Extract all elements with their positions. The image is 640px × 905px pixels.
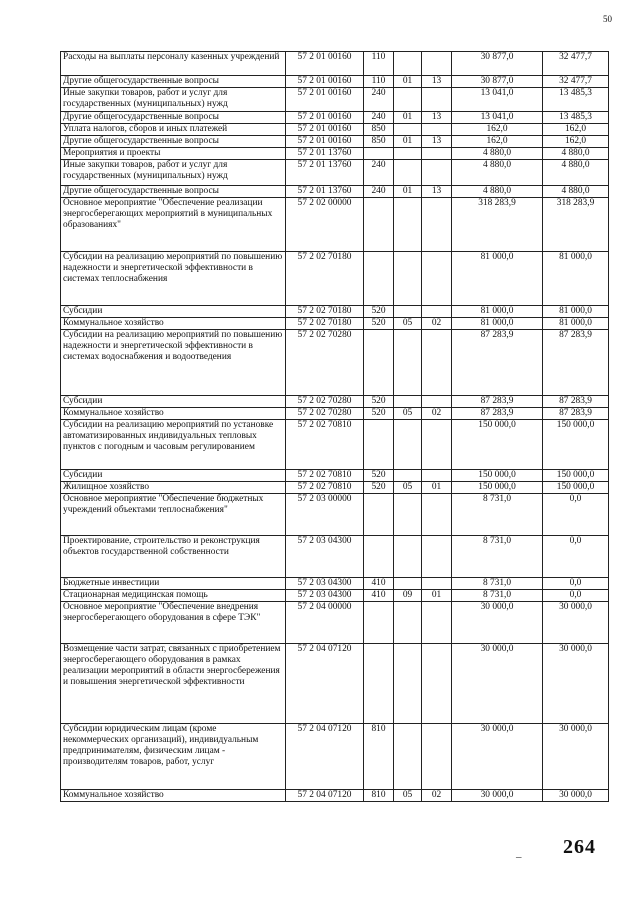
row-code-cell: 57 2 02 70180 — [286, 318, 364, 330]
row-subsection-cell: 02 — [422, 790, 452, 802]
row-name-cell: Коммунальное хозяйство — [61, 318, 286, 330]
row-name-cell: Основное мероприятие "Обеспечение внедрения энергосберегающего оборудования в сфере ТЭК" — [61, 602, 286, 644]
row-code-cell: 57 2 03 04300 — [286, 578, 364, 590]
row-expense-type-cell — [364, 330, 394, 396]
row-sum-year1-cell: 4 880,0 — [452, 148, 543, 160]
row-section-cell — [394, 578, 422, 590]
row-code-cell: 57 2 03 04300 — [286, 590, 364, 602]
row-sum-year1-cell: 30 877,0 — [452, 76, 543, 88]
row-sum-year1-cell: 162,0 — [452, 124, 543, 136]
table-row — [61, 578, 609, 590]
row-subsection-cell — [422, 148, 452, 160]
row-subsection-cell: 01 — [422, 590, 452, 602]
row-expense-type-cell — [364, 420, 394, 470]
row-section-cell — [394, 88, 422, 112]
row-sum-year1-cell: 81 000,0 — [452, 252, 543, 306]
row-subsection-cell — [422, 420, 452, 470]
row-section-cell — [394, 160, 422, 186]
row-section-cell: 05 — [394, 408, 422, 420]
row-section-cell — [394, 306, 422, 318]
row-name-cell: Основное мероприятие "Обеспечение реализации энергосберегающих мероприятий в муниципальных образованиях" — [61, 198, 286, 252]
row-sum-year1-cell: 162,0 — [452, 136, 543, 148]
row-sum-year2-cell: 4 880,0 — [543, 160, 609, 186]
row-subsection-cell — [422, 644, 452, 724]
row-subsection-cell — [422, 330, 452, 396]
row-expense-type-cell: 410 — [364, 578, 394, 590]
row-name-cell: Субсидии на реализацию мероприятий по повышению надежности и энергетической эффективности в системах водоснабжения и водоотведения — [61, 330, 286, 396]
row-sum-year1-cell: 150 000,0 — [452, 420, 543, 470]
row-sum-year1-cell: 318 283,9 — [452, 198, 543, 252]
row-sum-year2-cell: 0,0 — [543, 536, 609, 578]
row-section-cell: 09 — [394, 590, 422, 602]
row-sum-year1-cell: 4 880,0 — [452, 160, 543, 186]
table-row — [61, 330, 609, 396]
row-sum-year2-cell: 150 000,0 — [543, 420, 609, 470]
row-expense-type-cell: 520 — [364, 470, 394, 482]
row-expense-type-cell: 240 — [364, 186, 394, 198]
row-subsection-cell — [422, 578, 452, 590]
row-subsection-cell — [422, 88, 452, 112]
dash-mark: – — [516, 851, 522, 863]
table-row — [61, 602, 609, 644]
table-row — [61, 644, 609, 724]
row-expense-type-cell: 110 — [364, 76, 394, 88]
row-code-cell: 57 2 01 00160 — [286, 124, 364, 136]
budget-table — [60, 51, 609, 802]
row-expense-type-cell: 850 — [364, 124, 394, 136]
page-number: 50 — [603, 14, 612, 24]
row-subsection-cell — [422, 724, 452, 790]
row-sum-year2-cell: 150 000,0 — [543, 482, 609, 494]
row-name-cell: Субсидии — [61, 396, 286, 408]
row-expense-type-cell: 850 — [364, 136, 394, 148]
table-row — [61, 252, 609, 306]
row-expense-type-cell: 240 — [364, 88, 394, 112]
row-code-cell: 57 2 02 70810 — [286, 420, 364, 470]
row-subsection-cell: 13 — [422, 186, 452, 198]
row-section-cell — [394, 602, 422, 644]
row-section-cell — [394, 536, 422, 578]
row-expense-type-cell: 520 — [364, 408, 394, 420]
row-sum-year1-cell: 30 000,0 — [452, 724, 543, 790]
table-row — [61, 198, 609, 252]
row-section-cell: 05 — [394, 790, 422, 802]
table-row — [61, 136, 609, 148]
table-row — [61, 590, 609, 602]
table-row — [61, 790, 609, 802]
row-sum-year1-cell: 13 041,0 — [452, 88, 543, 112]
row-name-cell: Уплата налогов, сборов и иных платежей — [61, 124, 286, 136]
row-expense-type-cell — [364, 536, 394, 578]
row-subsection-cell: 13 — [422, 112, 452, 124]
row-code-cell: 57 2 01 00160 — [286, 76, 364, 88]
row-name-cell: Субсидии — [61, 306, 286, 318]
row-sum-year2-cell: 81 000,0 — [543, 318, 609, 330]
budget-table-body — [61, 52, 609, 802]
row-code-cell: 57 2 02 70180 — [286, 252, 364, 306]
row-section-cell: 05 — [394, 482, 422, 494]
row-subsection-cell: 02 — [422, 318, 452, 330]
row-name-cell: Стационарная медицинская помощь — [61, 590, 286, 602]
row-sum-year2-cell: 150 000,0 — [543, 470, 609, 482]
table-row — [61, 494, 609, 536]
row-name-cell: Коммунальное хозяйство — [61, 790, 286, 802]
row-subsection-cell: 01 — [422, 482, 452, 494]
row-subsection-cell — [422, 602, 452, 644]
row-expense-type-cell: 240 — [364, 112, 394, 124]
row-name-cell: Другие общегосударственные вопросы — [61, 186, 286, 198]
row-code-cell: 57 2 01 13760 — [286, 148, 364, 160]
row-code-cell: 57 2 03 04300 — [286, 536, 364, 578]
table-row — [61, 318, 609, 330]
row-section-cell — [394, 198, 422, 252]
row-section-cell: 01 — [394, 112, 422, 124]
row-name-cell: Проектирование, строительство и реконструкция объектов государственной собственности — [61, 536, 286, 578]
row-section-cell: 01 — [394, 186, 422, 198]
row-subsection-cell — [422, 52, 452, 76]
row-name-cell: Субсидии юридическим лицам (кроме некоммерческих организаций), индивидуальным предпринимателям, физическим лицам - производителям товаров, работ, услуг — [61, 724, 286, 790]
row-name-cell: Субсидии на реализацию мероприятий по повышению надежности и энергетической эффективности в системах теплоснабжения — [61, 252, 286, 306]
row-sum-year2-cell: 87 283,9 — [543, 396, 609, 408]
row-code-cell: 57 2 02 00000 — [286, 198, 364, 252]
row-code-cell: 57 2 02 70280 — [286, 330, 364, 396]
row-name-cell: Расходы на выплаты персоналу казенных учреждений — [61, 52, 286, 76]
row-section-cell: 01 — [394, 136, 422, 148]
row-section-cell — [394, 148, 422, 160]
row-sum-year2-cell: 13 485,3 — [543, 112, 609, 124]
table-row — [61, 408, 609, 420]
row-sum-year2-cell: 87 283,9 — [543, 330, 609, 396]
row-name-cell: Коммунальное хозяйство — [61, 408, 286, 420]
row-code-cell: 57 2 01 13760 — [286, 160, 364, 186]
row-sum-year1-cell: 150 000,0 — [452, 482, 543, 494]
table-row — [61, 148, 609, 160]
row-expense-type-cell — [364, 494, 394, 536]
table-row — [61, 724, 609, 790]
row-name-cell: Иные закупки товаров, работ и услуг для государственных (муниципальных) нужд — [61, 88, 286, 112]
table-row — [61, 536, 609, 578]
row-code-cell: 57 2 04 07120 — [286, 790, 364, 802]
row-expense-type-cell: 520 — [364, 396, 394, 408]
row-sum-year2-cell: 81 000,0 — [543, 306, 609, 318]
row-sum-year1-cell: 13 041,0 — [452, 112, 543, 124]
row-subsection-cell — [422, 160, 452, 186]
row-expense-type-cell: 520 — [364, 306, 394, 318]
row-subsection-cell — [422, 306, 452, 318]
row-sum-year2-cell: 0,0 — [543, 590, 609, 602]
row-subsection-cell: 13 — [422, 136, 452, 148]
table-row — [61, 396, 609, 408]
row-sum-year1-cell: 8 731,0 — [452, 494, 543, 536]
row-expense-type-cell: 240 — [364, 160, 394, 186]
row-sum-year1-cell: 30 000,0 — [452, 644, 543, 724]
row-sum-year1-cell: 4 880,0 — [452, 186, 543, 198]
row-expense-type-cell: 520 — [364, 482, 394, 494]
row-code-cell: 57 2 03 00000 — [286, 494, 364, 536]
row-section-cell: 05 — [394, 318, 422, 330]
row-name-cell: Другие общегосударственные вопросы — [61, 76, 286, 88]
row-code-cell: 57 2 02 70280 — [286, 408, 364, 420]
row-name-cell: Жилищное хозяйство — [61, 482, 286, 494]
row-sum-year1-cell: 81 000,0 — [452, 306, 543, 318]
table-row — [61, 306, 609, 318]
row-sum-year2-cell: 4 880,0 — [543, 148, 609, 160]
row-sum-year1-cell: 150 000,0 — [452, 470, 543, 482]
row-subsection-cell — [422, 470, 452, 482]
row-sum-year1-cell: 8 731,0 — [452, 536, 543, 578]
row-sum-year1-cell: 81 000,0 — [452, 318, 543, 330]
row-subsection-cell — [422, 396, 452, 408]
row-name-cell: Иные закупки товаров, работ и услуг для государственных (муниципальных) нужд — [61, 160, 286, 186]
row-sum-year2-cell: 81 000,0 — [543, 252, 609, 306]
row-sum-year2-cell: 162,0 — [543, 136, 609, 148]
table-row — [61, 482, 609, 494]
row-name-cell: Другие общегосударственные вопросы — [61, 112, 286, 124]
row-code-cell: 57 2 01 13760 — [286, 186, 364, 198]
row-sum-year2-cell: 0,0 — [543, 494, 609, 536]
row-code-cell: 57 2 04 00000 — [286, 602, 364, 644]
row-name-cell: Бюджетные инвестиции — [61, 578, 286, 590]
row-sum-year1-cell: 87 283,9 — [452, 396, 543, 408]
row-code-cell: 57 2 02 70810 — [286, 482, 364, 494]
row-sum-year2-cell: 318 283,9 — [543, 198, 609, 252]
row-name-cell: Основное мероприятие "Обеспечение бюджетных учреждений объектами теплоснабжения" — [61, 494, 286, 536]
row-sum-year2-cell: 87 283,9 — [543, 408, 609, 420]
row-code-cell: 57 2 04 07120 — [286, 644, 364, 724]
row-subsection-cell: 02 — [422, 408, 452, 420]
table-row — [61, 420, 609, 470]
row-code-cell: 57 2 01 00160 — [286, 136, 364, 148]
row-expense-type-cell: 410 — [364, 590, 394, 602]
table-row — [61, 186, 609, 198]
row-name-cell: Другие общегосударственные вопросы — [61, 136, 286, 148]
row-code-cell: 57 2 02 70280 — [286, 396, 364, 408]
row-sum-year2-cell: 30 000,0 — [543, 644, 609, 724]
row-code-cell: 57 2 01 00160 — [286, 52, 364, 76]
row-subsection-cell — [422, 124, 452, 136]
row-sum-year1-cell: 8 731,0 — [452, 590, 543, 602]
row-sum-year1-cell: 87 283,9 — [452, 408, 543, 420]
row-sum-year1-cell: 8 731,0 — [452, 578, 543, 590]
row-expense-type-cell — [364, 148, 394, 160]
table-row — [61, 112, 609, 124]
row-section-cell — [394, 644, 422, 724]
row-subsection-cell — [422, 536, 452, 578]
row-sum-year2-cell: 162,0 — [543, 124, 609, 136]
row-expense-type-cell — [364, 198, 394, 252]
table-row — [61, 88, 609, 112]
row-sum-year2-cell: 4 880,0 — [543, 186, 609, 198]
row-sum-year2-cell: 0,0 — [543, 578, 609, 590]
table-row — [61, 124, 609, 136]
row-section-cell — [394, 330, 422, 396]
row-code-cell: 57 2 02 70810 — [286, 470, 364, 482]
handwritten-sheet-number: 264 — [563, 836, 596, 858]
row-sum-year1-cell: 87 283,9 — [452, 330, 543, 396]
row-code-cell: 57 2 04 07120 — [286, 724, 364, 790]
row-sum-year1-cell: 30 000,0 — [452, 602, 543, 644]
row-expense-type-cell: 810 — [364, 724, 394, 790]
row-code-cell: 57 2 02 70180 — [286, 306, 364, 318]
row-section-cell — [394, 252, 422, 306]
row-expense-type-cell — [364, 252, 394, 306]
row-sum-year2-cell: 13 485,3 — [543, 88, 609, 112]
row-section-cell: 01 — [394, 76, 422, 88]
row-section-cell — [394, 470, 422, 482]
row-sum-year2-cell: 30 000,0 — [543, 602, 609, 644]
row-sum-year1-cell: 30 877,0 — [452, 52, 543, 76]
row-subsection-cell — [422, 494, 452, 536]
row-sum-year2-cell: 30 000,0 — [543, 790, 609, 802]
row-expense-type-cell: 810 — [364, 790, 394, 802]
row-sum-year1-cell: 30 000,0 — [452, 790, 543, 802]
row-expense-type-cell — [364, 644, 394, 724]
row-expense-type-cell: 110 — [364, 52, 394, 76]
row-section-cell — [394, 124, 422, 136]
row-sum-year2-cell: 32 477,7 — [543, 76, 609, 88]
row-code-cell: 57 2 01 00160 — [286, 112, 364, 124]
row-name-cell: Субсидии — [61, 470, 286, 482]
row-subsection-cell — [422, 252, 452, 306]
row-expense-type-cell: 520 — [364, 318, 394, 330]
row-subsection-cell — [422, 198, 452, 252]
row-subsection-cell: 13 — [422, 76, 452, 88]
row-name-cell: Субсидии на реализацию мероприятий по установке автоматизированных индивидуальных тепловых пунктов с погодным и часовым регулированием — [61, 420, 286, 470]
table-row — [61, 160, 609, 186]
row-name-cell: Возмещение части затрат, связанных с приобретением энергосберегающего оборудования в рамках реализации мероприятий в области энергосбережения и повышения энергетической эффективности — [61, 644, 286, 724]
row-name-cell: Мероприятия и проекты — [61, 148, 286, 160]
table-row — [61, 470, 609, 482]
table-row — [61, 76, 609, 88]
row-sum-year2-cell: 32 477,7 — [543, 52, 609, 76]
row-section-cell — [394, 420, 422, 470]
table-row — [61, 52, 609, 76]
row-code-cell: 57 2 01 00160 — [286, 88, 364, 112]
row-expense-type-cell — [364, 602, 394, 644]
row-sum-year2-cell: 30 000,0 — [543, 724, 609, 790]
row-section-cell — [394, 52, 422, 76]
row-section-cell — [394, 494, 422, 536]
row-section-cell — [394, 724, 422, 790]
row-section-cell — [394, 396, 422, 408]
